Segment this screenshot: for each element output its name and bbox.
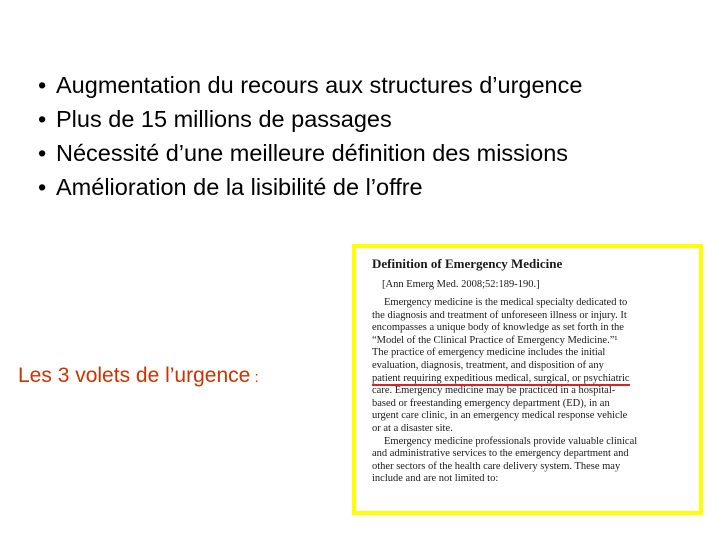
bullet-item [38,68,708,102]
excerpt-line: or at a disaster site. [372,422,453,434]
excerpt-line: and administrative services to the emergency department and [372,448,629,460]
excerpt-line: Emergency medicine is the medical specialty dedicated to [384,297,628,308]
excerpt-line: other sectors of the health care delivery system. These may [372,460,621,472]
bullet-item [38,170,708,204]
article-excerpt [352,244,703,515]
excerpt-line: the diagnosis and treatment of unforeseen illness or injury. It [372,309,627,321]
bullet-text: Nécessité d’une meilleure définition des missions [56,140,569,166]
bullet-item [38,102,708,136]
excerpt-line: care. Emergency medicine may be practiced in a hospital- [372,385,616,397]
bullet-text: Augmentation du recours aux structures d’urgence [56,72,583,98]
bullet-dot: • [38,72,47,98]
excerpt-line: based or freestanding emergency department (ED), in an [372,397,610,409]
volets-heading [18,364,259,388]
bullet-list [38,68,708,204]
excerpt-citation: [Ann Emerg Med. 2008;52:189-190.] [382,279,540,290]
excerpt-line: “Model of the Clinical Practice of Emergency Medicine.”¹ [372,334,618,346]
excerpt-line: urgent care clinic, in an emergency medical response vehicle [372,410,628,422]
bullet-text: Plus de 15 millions de passages [56,106,392,132]
excerpt-line: include and are not limited to: [372,473,499,485]
bullet-dot: • [38,106,47,132]
bullet-dot: • [38,174,47,200]
excerpt-line: The practice of emergency medicine includes the initial [372,347,606,359]
volets-text: Les 3 volets de l’urgence [18,364,251,387]
excerpt-line: evaluation, diagnosis, treatment, and disposition of any [372,359,604,371]
volets-colon: : [250,369,259,386]
excerpt-line-highlighted: patient requiring expeditious medical, surgical, or psychiatric [372,372,630,384]
bullet-item [38,136,708,170]
bullet-dot: • [38,140,47,166]
excerpt-line: Emergency medicine professionals provide valuable clinical [384,435,638,447]
bullet-text: Amélioration de la lisibilité de l’offre [56,174,423,200]
excerpt-title: Definition of Emergency Medicine [372,256,563,271]
excerpt-line: encompasses a unique body of knowledge as set forth in the [372,322,624,334]
